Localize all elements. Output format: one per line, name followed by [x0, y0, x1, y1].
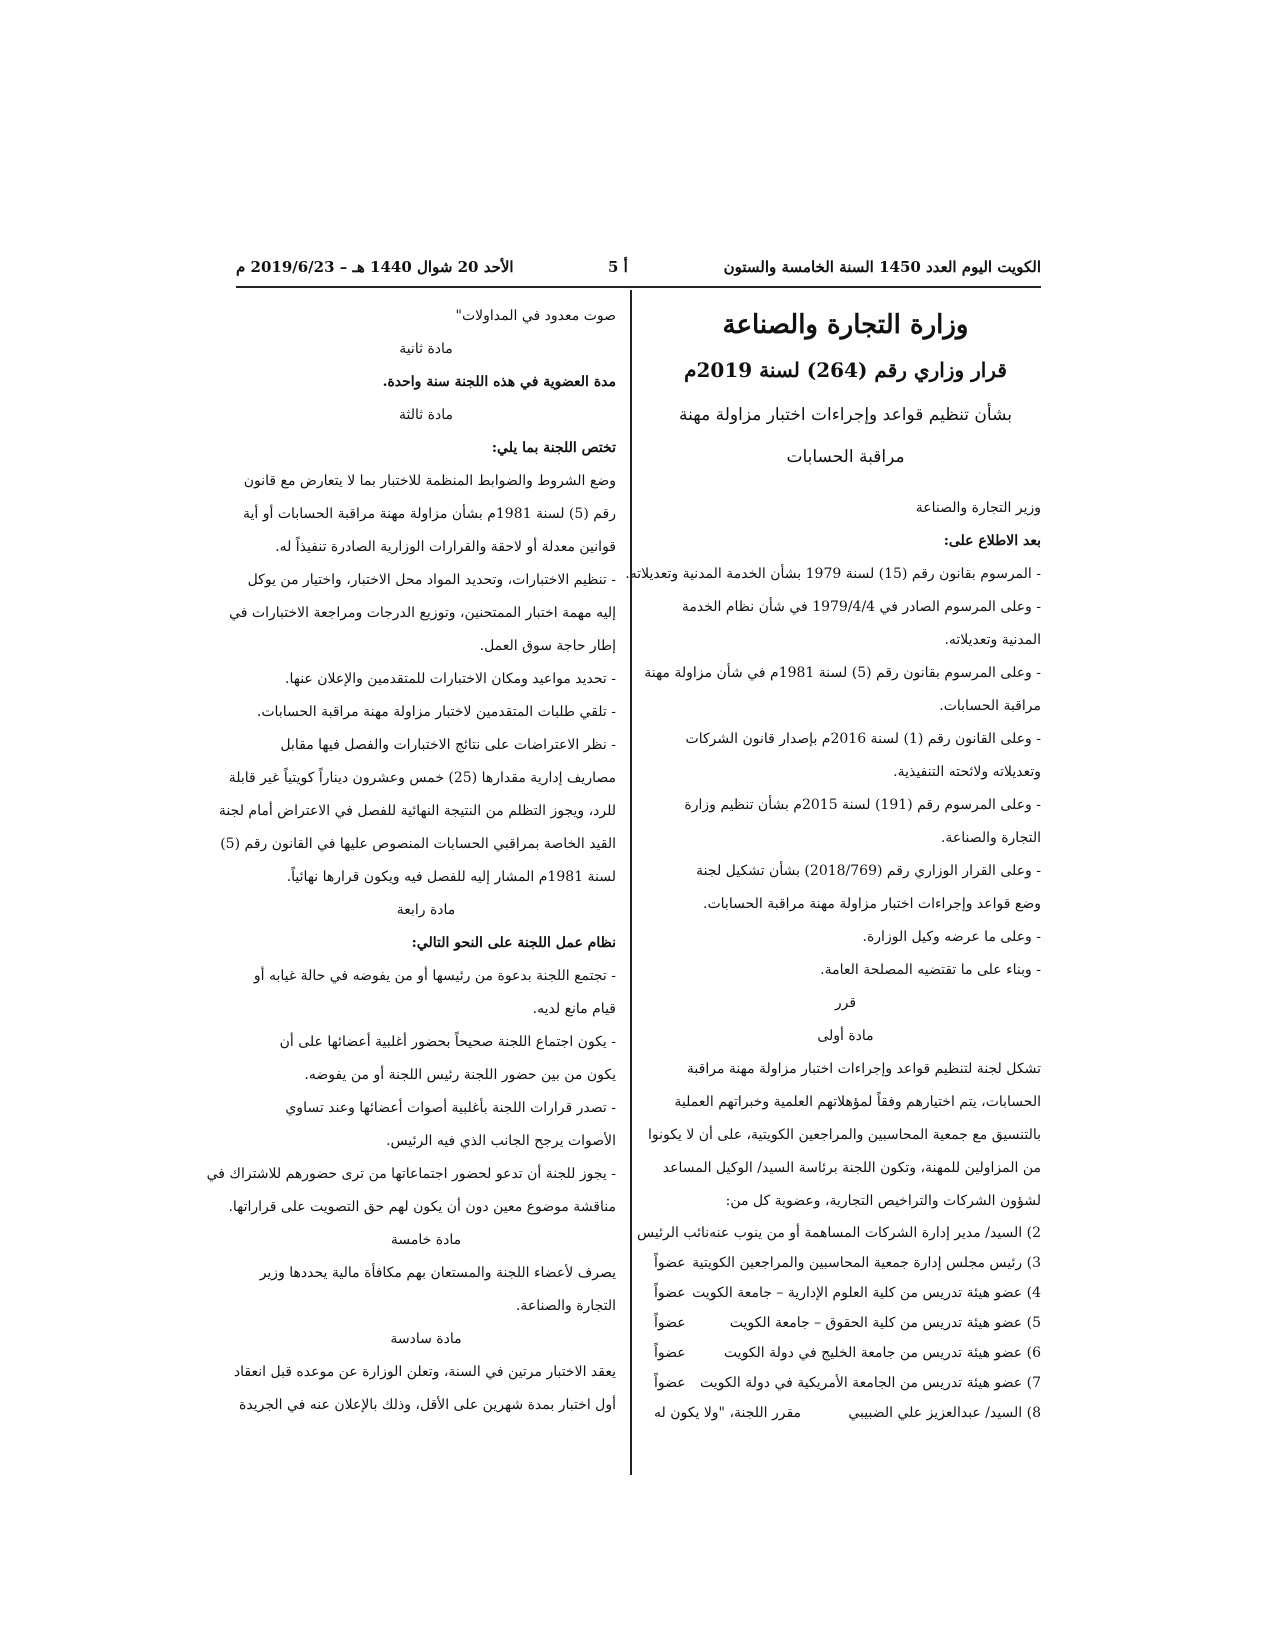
decree-subject: بشأن تنظيم قواعد وإجراءات اختبار مزاولة مهنة مراقبة الحسابات	[679, 405, 1012, 467]
article-4-item: - يكون اجتماع اللجنة صحيحاً بحضور أغلبية أعضائها على أن يكون من بين حضور اللجنة رئيس اللجنة أو من يفوضه.	[279, 1034, 616, 1083]
ministry-title: وزارة التجارة والصناعة	[722, 310, 969, 340]
decree-title: قرار وزاري رقم (264) لسنة 2019م	[684, 358, 1007, 382]
reference-item: - وعلى القرار الوزاري رقم (2018/769) بشأن تشكيل لجنة وضع قواعد وإجراءات اختبار مزاولة مهنة مراقبة الحسابات.	[696, 863, 1041, 912]
member-row: 4) عضو هيئة تدريس من كلية العلوم الإدارية – جامعة الكويت عضواً	[654, 1285, 1041, 1301]
article-3-item: - تنظيم الاختبارات، وتحديد المواد محل الاختبار، واختيار من يوكل إليه مهمة اختبار الممتحنين، وتوزيع الدرجات ومراجعة الاختبارات في إطار حاجة سوق العمل.	[229, 572, 616, 654]
continuation-line: صوت معدود في المداولات"	[455, 308, 616, 324]
right-column	[625, 300, 1041, 1428]
reference-item: - وعلى المرسوم الصادر في 1979/4/4 في شأن نظام الخدمة المدنية وتعديلاته.	[681, 599, 1041, 648]
decided-heading: قرر	[834, 995, 857, 1011]
member-row: 8) السيد/ عبدالعزيز علي الضبيبي مقرر اللجنة، "ولا يكون له	[654, 1405, 1041, 1421]
article-1-heading: مادة أولى	[817, 1028, 874, 1044]
reference-item: - وبناء على ما تقتضيه المصلحة العامة.	[820, 962, 1041, 978]
article-1-body: تشكل لجنة لتنظيم قواعد وإجراءات اختبار مزاولة مهنة مراقبة الحسابات، يتم اختيارهم وفقاً لمؤهلاتهم العلمية وخبراتهم العملية بالتنسيق مع جمعية المحاسبين والمراجعين الكويتية، على أن لا يكونوا من المزاولين للمهنة، وتكون اللجنة برئاسة السيد/ الوكيل المساعد لشؤون الشركات والتراخيص التجارية، وعضوية كل من:	[648, 1061, 1041, 1209]
member-row: 6) عضو هيئة تدريس من جامعة الخليج في دولة الكويت عضواً	[654, 1345, 1041, 1361]
article-3-item: وضع الشروط والضوابط المنظمة للاختبار بما لا يتعارض مع قانون رقم (5) لسنة 1981م بشأن مزاولة مهنة مراقبة الحسابات أو أية قوانين معدلة أو لاحقة والقرارات الوزارية الصادرة تنفيذاً له.	[243, 473, 616, 555]
member-row: 7) عضو هيئة تدريس من الجامعة الأمريكية في دولة الكويت عضواً	[654, 1375, 1041, 1391]
article-4-intro: نظام عمل اللجنة على النحو التالي:	[411, 935, 616, 951]
member-row: 5) عضو هيئة تدريس من كلية الحقوق – جامعة الكويت عضواً	[654, 1315, 1041, 1331]
article-3-item: - نظر الاعتراضات على نتائج الاختبارات والفصل فيها مقابل مصاريف إدارية مقدارها (25) خمس وعشرون ديناراً كويتياً غير قابلة للرد، ويجوز التظلم من النتيجة النهائية للفصل في الاعتراض أمام لجنة القيد الخاصة بمراقبي الحسابات المنصوص عليها في القانون رقم (5) لسنة 1981م المشار إليه للفصل فيه ويكون قرارها نهائياً.	[218, 737, 616, 885]
article-4-item: - تجتمع اللجنة بدعوة من رئيسها أو من يفوضه في حالة غيابه أو قيام مانع لديه.	[253, 968, 616, 1017]
article-3-item: - تحديد مواعيد ومكان الاختبارات للمتقدمين والإعلان عنها.	[285, 671, 616, 687]
reference-item: - وعلى القانون رقم (1) لسنة 2016م بإصدار قانون الشركات وتعديلاته ولائحته التنفيذية.	[685, 731, 1041, 780]
left-column	[206, 300, 616, 1422]
column-divider	[630, 290, 632, 1475]
article-5-heading: مادة خامسة	[390, 1232, 462, 1248]
article-6-body: يعقد الاختبار مرتين في السنة، وتعلن الوزارة عن موعده قبل انعقاد أول اختبار بمدة شهرين على الأقل، وذلك بالإعلان عنه في الجريدة	[233, 1364, 616, 1413]
members-list	[637, 1218, 1041, 1428]
member-row: 3) رئيس مجلس إدارة جمعية المحاسبين والمراجعين الكويتية عضواً	[654, 1255, 1041, 1271]
article-6-heading: مادة سادسة	[390, 1331, 462, 1347]
reference-item: - وعلى المرسوم بقانون رقم (5) لسنة 1981م في شأن مزاولة مهنة مراقبة الحسابات.	[644, 665, 1041, 714]
references-list	[625, 558, 1041, 987]
article-5-body: يصرف لأعضاء اللجنة والمستعان بهم مكافأة مالية يحددها وزير التجارة والصناعة.	[259, 1265, 616, 1314]
article-2-heading: مادة ثانية	[399, 341, 453, 357]
minister-line: وزير التجارة والصناعة	[915, 500, 1041, 516]
reference-item: - وعلى المرسوم رقم (191) لسنة 2015م بشأن تنظيم وزارة التجارة والصناعة.	[684, 797, 1041, 846]
reference-item: - المرسوم بقانون رقم (15) لسنة 1979 بشأن الخدمة المدنية وتعديلاته.	[625, 566, 1041, 582]
member-row: 2) السيد/ مدير إدارة الشركات المساهمة أو من ينوب عنه نائب الرئيس	[637, 1225, 1041, 1241]
article-4-items	[206, 960, 616, 1224]
issue-date: الأحد 20 شوال 1440 هـ – 2019/6/23 م	[236, 258, 514, 276]
article-4-heading: مادة رابعة	[396, 902, 456, 918]
article-3-heading: مادة ثالثة	[399, 407, 453, 423]
article-2-body: مدة العضوية في هذه اللجنة سنة واحدة.	[382, 374, 616, 390]
article-3-items	[218, 465, 616, 894]
page-number: أ 5	[608, 258, 628, 276]
header-rule	[236, 286, 1041, 288]
after-review-line: بعد الاطلاع على:	[943, 533, 1041, 549]
article-3-item: - تلقي طلبات المتقدمين لاختبار مزاولة مهنة مراقبة الحسابات.	[256, 704, 616, 720]
reference-item: - وعلى ما عرضه وكيل الوزارة.	[862, 929, 1041, 945]
article-3-intro: تختص اللجنة بما يلي:	[491, 440, 616, 456]
article-4-item: - تصدر قرارات اللجنة بأغلبية أصوات أعضائها وعند تساوي الأصوات يرجح الجانب الذي فيه الرئيس.	[285, 1100, 616, 1149]
page-header	[236, 258, 1041, 284]
article-4-item: - يجوز للجنة أن تدعو لحضور اجتماعاتها من ترى حضورهم للاشتراك في مناقشة موضوع معين دون أن يكون لهم حق التصويت على قراراتها.	[206, 1166, 616, 1215]
publication-info: الكويت اليوم العدد 1450 السنة الخامسة والستون	[723, 258, 1041, 276]
